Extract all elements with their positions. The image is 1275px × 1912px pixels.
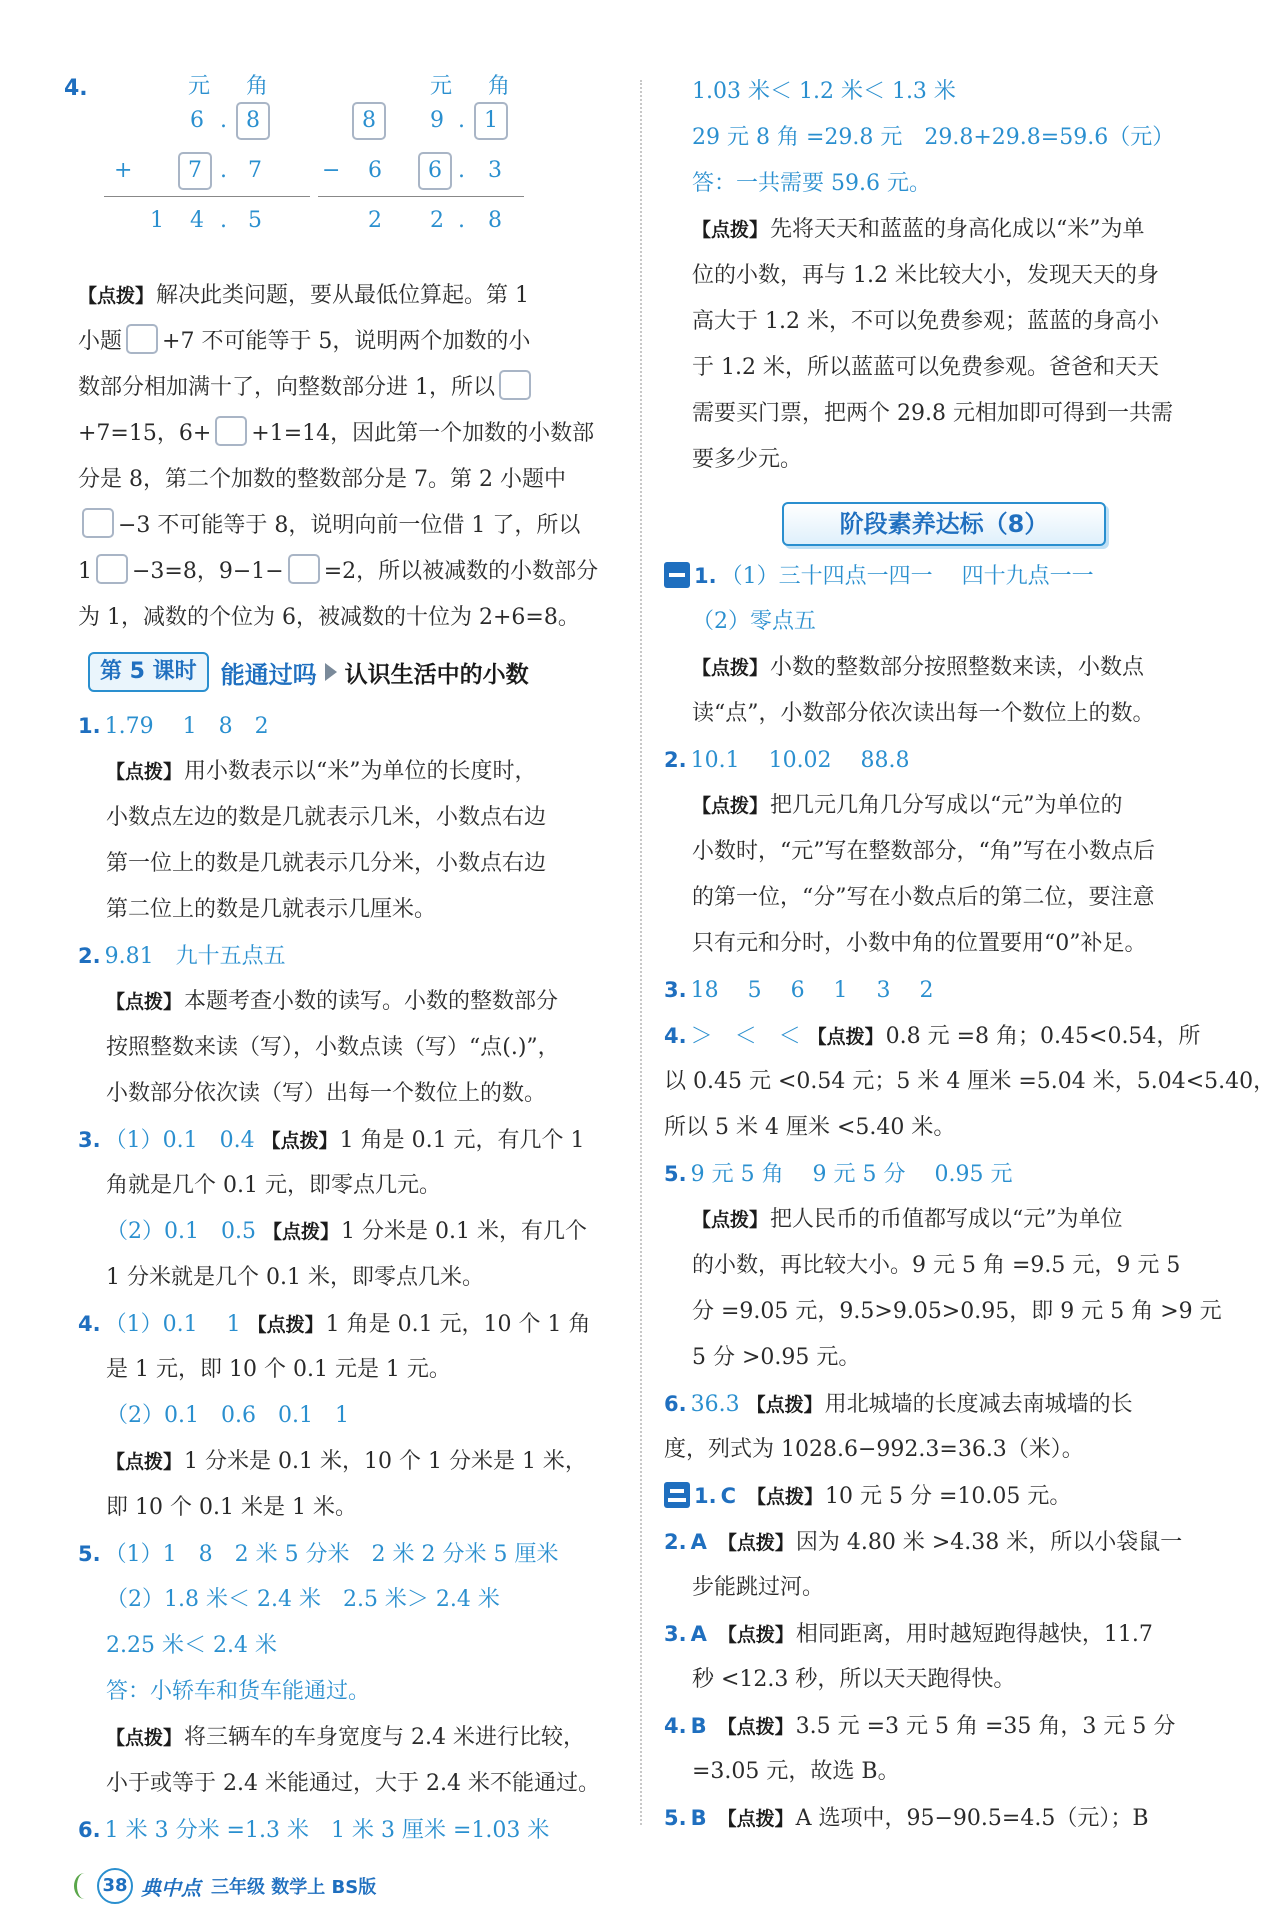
text-line (664, 1430, 1212, 1470)
tip-label: 【点拨】 (717, 1716, 794, 1738)
text-line (664, 1154, 1212, 1194)
question-number: 5. (78, 1542, 101, 1566)
text: 第二位上的数是几就表示几厘米。 (106, 897, 437, 922)
answer: B (690, 1714, 707, 1738)
text: 需要买门票，把两个 29.8 元相加即可得到一共需 (692, 401, 1173, 426)
text-line (664, 1706, 1212, 1746)
question-number: 2. (664, 1530, 687, 1554)
answer: （2）0.1 0.5 (106, 1219, 256, 1244)
text-line (106, 1212, 618, 1252)
answer-box: 1 (474, 102, 508, 140)
text-line (692, 118, 1212, 158)
answer: ＞ ＜ ＜ (690, 1024, 801, 1049)
text-line (106, 1166, 618, 1206)
text: =3.05 元，故选 B。 (692, 1759, 900, 1784)
text-line (78, 322, 618, 362)
text-line (692, 348, 1212, 388)
text-line (78, 414, 618, 454)
question-number: 5. (664, 1162, 687, 1186)
text-line (78, 706, 618, 746)
question-number: 1. (694, 1484, 717, 1508)
lesson-topic: 认识生活中的小数 (344, 661, 529, 688)
answer: 9.81 九十五点五 (104, 944, 286, 969)
tip-label: 【点拨】 (717, 1808, 794, 1830)
text: 用小数表示以“米”为单位的长度时， (184, 759, 537, 784)
text-line (664, 1476, 1212, 1516)
question-number: 3. (664, 978, 687, 1002)
text-line (78, 460, 618, 500)
text-line (106, 1442, 618, 1482)
text: 1 分米是 0.1 米，10 个 1 分米是 1 米， (184, 1449, 587, 1474)
text-line (664, 1016, 1212, 1056)
plus-sign: + (114, 158, 133, 183)
text-line (78, 1120, 618, 1160)
answer: 29 元 8 角 =29.8 元 29.8+29.8=59.6（元） (692, 125, 1175, 150)
text: 先将天天和蓝蓝的身高化成以“米”为单 (770, 217, 1145, 242)
lesson-subtitle: 能通过吗 (220, 660, 317, 689)
digit: 5 (248, 208, 262, 233)
text: 小于或等于 2.4 米能通过，大于 2.4 米不能通过。 (106, 1771, 600, 1796)
text: 分是 8，第二个加数的整数部分是 7。第 2 小题中 (78, 467, 566, 492)
text-line (78, 598, 618, 638)
answer: 答：一共需要 59.6 元。 (692, 171, 931, 196)
blank-box (499, 370, 531, 400)
digit: 9 (430, 108, 444, 133)
play-arrow-icon (325, 663, 337, 681)
text: 第一位上的数是几就表示几分米，小数点右边 (106, 851, 547, 876)
question-number: 3. (78, 1128, 101, 1152)
text: 要多少元。 (692, 447, 803, 472)
decimal-point: . (458, 108, 465, 133)
tip-label: 【点拨】 (692, 219, 769, 241)
answer: 18 5 6 1 3 2 (690, 978, 934, 1003)
decimal-point: . (220, 158, 227, 183)
answer: （1）1 8 2 米 5 分米 2 米 2 分米 5 厘米 (104, 1542, 559, 1567)
answer: B (690, 1806, 707, 1830)
text-line (692, 832, 1212, 872)
tip-label: 【点拨】 (78, 285, 155, 307)
tip-label: 【点拨】 (717, 1624, 794, 1646)
text-line (106, 1258, 618, 1298)
text: 即 10 个 0.1 米是 1 米。 (106, 1495, 357, 1520)
question-number: 3. (664, 1622, 687, 1646)
text-line (692, 72, 1212, 112)
text-line (664, 1062, 1275, 1102)
section-one-icon (664, 562, 690, 588)
text-line (664, 1108, 1212, 1148)
question-number: 6. (78, 1818, 101, 1842)
text-line (692, 878, 1212, 918)
answer: 答：小轿车和货车能通过。 (106, 1679, 371, 1704)
text-line (692, 648, 1212, 688)
text: 为 1，减数的个位为 6，被减数的十位为 2+6=8。 (78, 605, 580, 630)
text: 1 分米就是几个 0.1 米，即零点几米。 (106, 1265, 484, 1290)
text: 将三辆车的车身宽度与 2.4 米进行比较， (184, 1725, 585, 1750)
text-line (106, 1488, 618, 1528)
text-line (78, 1534, 618, 1574)
text-line (106, 1764, 618, 1804)
answer: 36.3 (690, 1392, 740, 1417)
tip-label: 【点拨】 (106, 761, 183, 783)
tip-label: 【点拨】 (747, 1486, 824, 1508)
text-line (692, 440, 1212, 480)
unit-jiao: 角 (246, 74, 269, 99)
lesson-header (88, 650, 529, 694)
text-line (78, 552, 618, 592)
text: 位的小数，再与 1.2 米比较大小，发现天天的身 (692, 263, 1159, 288)
text-line (78, 1810, 618, 1850)
tip-label: 【点拨】 (262, 1221, 339, 1243)
text: 以 0.45 元 <0.54 元；5 米 4 厘米 =5.04 米，5.04<5.40， (664, 1069, 1275, 1094)
text: 小数点左边的数是几就表示几米，小数点右边 (106, 805, 547, 830)
text-line (78, 368, 618, 408)
text-line (106, 798, 618, 838)
question-number: 1. (694, 564, 717, 588)
text: =2，所以被减数的小数部分 (323, 559, 599, 584)
leaf-icon (74, 1873, 95, 1899)
digit: 2 (368, 208, 382, 233)
text: 本题考查小数的读写。小数的整数部分 (184, 989, 559, 1014)
text: 解决此类问题，要从最低位算起。第 1 (156, 283, 530, 308)
question-number: 5. (664, 1806, 687, 1830)
vertical-arithmetic (64, 72, 618, 268)
text: 1 角是 0.1 元，10 个 1 角 (325, 1312, 591, 1337)
blank-box (82, 508, 114, 538)
text: −3=8，9−1− (132, 559, 284, 584)
text-line (692, 394, 1212, 434)
text: 把人民币的币值都写成以“元”为单位 (770, 1207, 1123, 1232)
text: 用北城墙的长度减去南城墙的长 (824, 1392, 1133, 1417)
text: +7 不可能等于 5，说明两个加数的小 (162, 329, 531, 354)
tip-label: 【点拨】 (746, 1394, 823, 1416)
answer: 1 米 3 分米 =1.3 米 1 米 3 厘米 =1.03 米 (104, 1818, 550, 1843)
text: −3 不可能等于 8，说明向前一位借 1 了，所以 (118, 513, 581, 538)
text-line (692, 924, 1212, 964)
text: 步能跳过河。 (692, 1575, 825, 1600)
text: 小数部分依次读（写）出每一个数位上的数。 (106, 1081, 547, 1106)
text-line (106, 982, 618, 1022)
tip-label: 【点拨】 (692, 657, 769, 679)
digit: 1 (150, 208, 164, 233)
text: 高大于 1.2 米，不可以免费参观；蓝蓝的身高小 (692, 309, 1159, 334)
text-line (106, 1626, 618, 1666)
blank-box (126, 324, 158, 354)
tip-label: 【点拨】 (106, 991, 183, 1013)
text-line (664, 556, 1212, 596)
decimal-point: . (458, 158, 465, 183)
text-line (692, 1200, 1212, 1240)
digit: 6 (368, 158, 382, 183)
minus-sign: − (322, 158, 341, 183)
unit-yuan: 元 (188, 74, 211, 99)
tip-label: 【点拨】 (106, 1727, 183, 1749)
text-line (692, 1752, 1212, 1792)
section-two-icon (664, 1482, 690, 1508)
answer: A (690, 1622, 707, 1646)
text-line (692, 1292, 1222, 1332)
text-line (106, 1396, 618, 1436)
blank-box (288, 554, 320, 584)
tip-label: 【点拨】 (247, 1314, 324, 1336)
text: 是 1 元，即 10 个 0.1 元是 1 元。 (106, 1357, 451, 1382)
text-line (692, 256, 1212, 296)
text-line (106, 1074, 618, 1114)
text-line (664, 1522, 1212, 1562)
text-line (106, 1672, 618, 1712)
answer: C (720, 1484, 737, 1508)
text: 的第一位，“分”写在小数点后的第二位，要注意 (692, 885, 1155, 910)
digit: 6 (190, 108, 204, 133)
digit: 3 (488, 158, 502, 183)
text-line (692, 164, 1212, 204)
tip-label: 【点拨】 (261, 1130, 338, 1152)
answer: 1.79 1 8 2 (104, 714, 269, 739)
question-number: 6. (664, 1392, 687, 1416)
text: 1 分米是 0.1 米，有几个 (341, 1219, 587, 1244)
text-line (106, 752, 618, 792)
text: 小题 (78, 329, 123, 354)
text-line (692, 1246, 1212, 1286)
text: 5 分 >0.95 元。 (692, 1345, 861, 1370)
text: 角就是几个 0.1 元，即零点几元。 (106, 1173, 441, 1198)
book-edition: 三年级 数学上 BS版 (211, 1877, 377, 1898)
decimal-point: . (220, 108, 227, 133)
blank-box (215, 416, 247, 446)
answer-box: 8 (236, 102, 270, 140)
text: 读“点”，小数部分依次读出每一个数位上的数。 (692, 701, 1155, 726)
digit: 4 (190, 208, 204, 233)
text-line (106, 844, 618, 884)
unit-jiao: 角 (488, 74, 511, 99)
text: 按照整数来读（写），小数点读（写）“点(.)”， (106, 1035, 560, 1060)
text: 于 1.2 米，所以蓝蓝可以免费参观。爸爸和天天 (692, 355, 1159, 380)
text-line (106, 1580, 618, 1620)
question-number: 4. (64, 76, 88, 101)
text-line (106, 890, 618, 930)
text: 1 (78, 559, 92, 584)
text: 的小数，再比较大小。9 元 5 角 =9.5 元，9 元 5 (692, 1253, 1181, 1278)
text: 所以 5 米 4 厘米 <5.40 米。 (664, 1115, 956, 1140)
unit-yuan: 元 (430, 74, 453, 99)
text-line (78, 276, 618, 316)
page-footer (74, 1868, 376, 1904)
text: 分 =9.05 元，9.5>9.05>0.95，即 9 元 5 角 >9 元 (692, 1299, 1222, 1324)
text-line (664, 1614, 1212, 1654)
tip-label: 【点拨】 (807, 1026, 884, 1048)
text: 1 角是 0.1 元，有几个 1 (339, 1128, 585, 1153)
question-number: 4. (664, 1024, 687, 1048)
text: 把几元几角几分写成以“元”为单位的 (770, 793, 1123, 818)
question-number: 4. (664, 1714, 687, 1738)
answer: 10.1 10.02 88.8 (690, 748, 910, 773)
text: 3.5 元 =3 元 5 角 =35 角，3 元 5 分 (795, 1714, 1176, 1739)
answer: （1）0.1 0.4 (104, 1128, 255, 1153)
text-line (664, 970, 1212, 1010)
text: 只有元和分时，小数中角的位置要用“0”补足。 (692, 931, 1147, 956)
text: 10 元 5 分 =10.05 元。 (825, 1484, 1072, 1509)
blank-box (96, 554, 128, 584)
answer: （2）0.1 0.6 0.1 1 (106, 1403, 349, 1428)
text-line (106, 1350, 618, 1390)
question-number: 2. (78, 944, 101, 968)
answer-box: 8 (352, 102, 386, 140)
lesson-tag: 第 5 课时 (88, 652, 209, 692)
answer: （2）1.8 米＜ 2.4 米 2.5 米＞ 2.4 米 (106, 1587, 500, 1612)
answer: 2.25 米＜ 2.4 米 (106, 1633, 277, 1658)
text-line (664, 1798, 1212, 1838)
tip-label: 【点拨】 (717, 1532, 794, 1554)
text: +1=14，因此第一个加数的小数部 (251, 421, 595, 446)
text: 小数时，“元”写在整数部分，“角”写在小数点后 (692, 839, 1155, 864)
text-line (692, 210, 1212, 250)
stage-banner: 阶段素养达标（8） (782, 502, 1106, 546)
tip-label: 【点拨】 (106, 1451, 183, 1473)
text-line (692, 602, 1212, 642)
tip-label: 【点拨】 (692, 795, 769, 817)
text-line (78, 1304, 618, 1344)
text: A 选项中，95−90.5=4.5（元）；B (795, 1806, 1149, 1831)
answer: （1）三十四点一四一 四十九点一一 (720, 564, 1094, 589)
text: 相同距离，用时越短跑得越快，11.7 (795, 1622, 1153, 1647)
text-line (692, 786, 1212, 826)
digit: 7 (248, 158, 262, 183)
column-divider (640, 80, 642, 1825)
text-line (106, 1028, 618, 1068)
text-line (692, 694, 1212, 734)
answer: （1）0.1 1 (104, 1312, 241, 1337)
text-line (692, 1660, 1212, 1700)
text-line (692, 1568, 1212, 1608)
decimal-point: . (220, 208, 227, 233)
text: 度，列式为 1028.6−992.3=36.3（米）。 (664, 1437, 1084, 1462)
text-line (692, 302, 1212, 342)
brand-logo: 典中点 (141, 1875, 201, 1900)
question-number: 4. (78, 1312, 101, 1336)
question-number: 1. (78, 714, 101, 738)
text: 小数的整数部分按照整数来读，小数点 (770, 655, 1145, 680)
text-line (664, 740, 1212, 780)
text: 秒 <12.3 秒，所以天天跑得快。 (692, 1667, 1016, 1692)
answer: 1.03 米＜ 1.2 米＜ 1.3 米 (692, 79, 956, 104)
digit: 2 (430, 208, 444, 233)
text-line (78, 936, 618, 976)
answer: A (690, 1530, 707, 1554)
text: 0.8 元 =8 角；0.45<0.54，所 (885, 1024, 1201, 1049)
text: +7=15，6+ (78, 421, 212, 446)
decimal-point: . (458, 208, 465, 233)
answer-box: 6 (418, 152, 452, 190)
digit: 8 (488, 208, 502, 233)
text: 数部分相加满十了，向整数部分进 1，所以 (78, 375, 495, 400)
answer-box: 7 (178, 152, 212, 190)
text-line (692, 1338, 1212, 1378)
text: 因为 4.80 米 >4.38 米，所以小袋鼠一 (795, 1530, 1183, 1555)
page-number: 38 (97, 1868, 133, 1904)
question-number: 2. (664, 748, 687, 772)
text-line (106, 1718, 618, 1758)
answer: （2）零点五 (692, 609, 816, 634)
text-line (78, 506, 618, 546)
difference-line (318, 196, 524, 197)
answer: 9 元 5 角 9 元 5 分 0.95 元 (690, 1162, 1013, 1187)
text-line (664, 1384, 1212, 1424)
tip-label: 【点拨】 (692, 1209, 769, 1231)
sum-line (104, 196, 310, 197)
